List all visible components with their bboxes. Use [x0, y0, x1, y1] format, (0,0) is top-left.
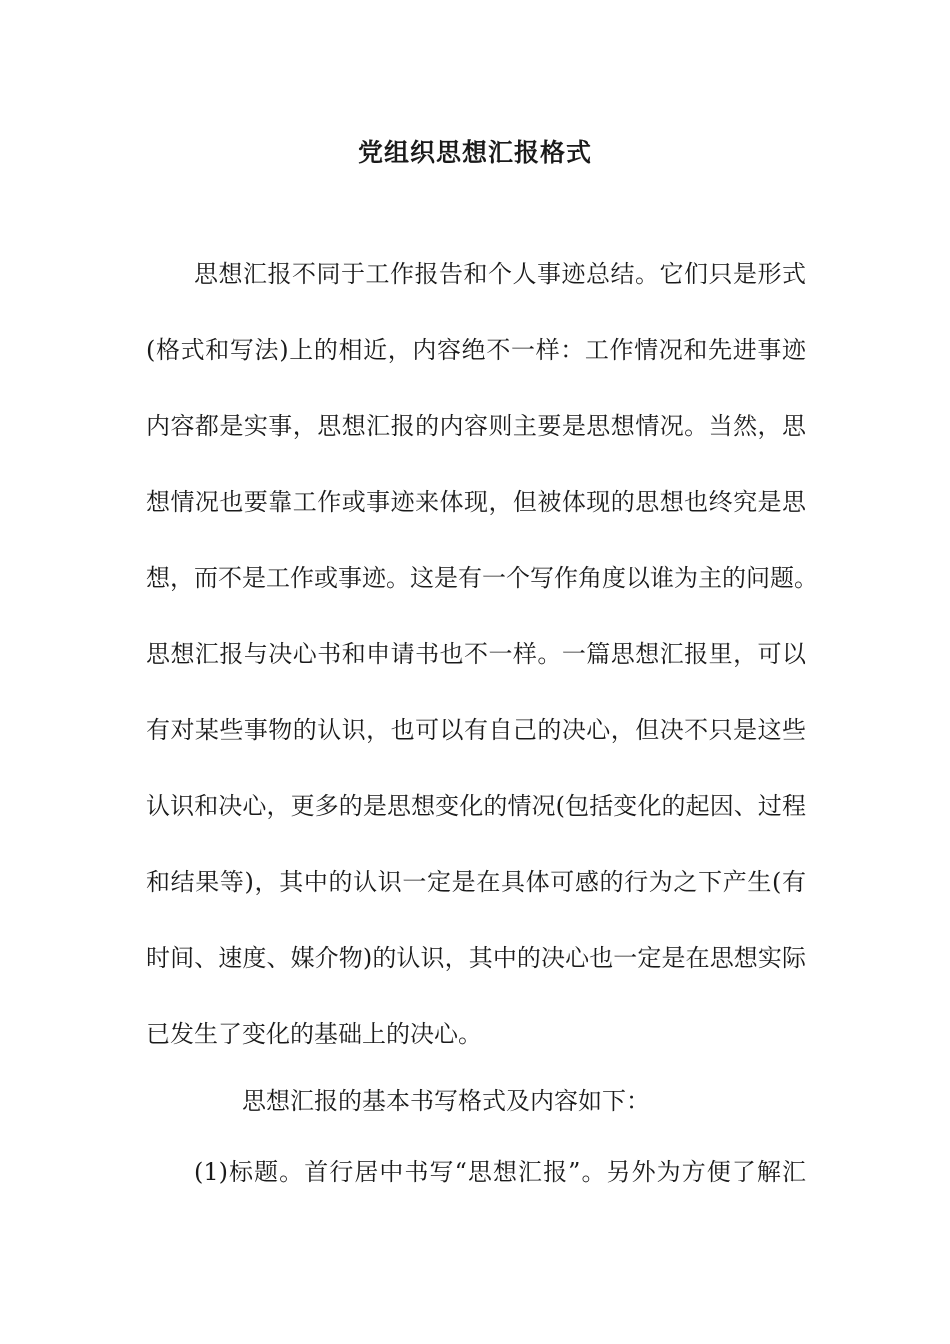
body-line: 有对某些事物的认识，也可以有自己的决心，但决不只是这些: [146, 716, 806, 744]
body-line: 思想汇报不同于工作报告和个人事迹总结。它们只是形式: [194, 260, 806, 288]
body-line: 思想汇报与决心书和申请书也不一样。一篇思想汇报里，可以: [146, 640, 806, 668]
section-intro-line: 思想汇报的基本书写格式及内容如下：: [242, 1087, 650, 1115]
body-line: 想情况也要靠工作或事迹来体现，但被体现的思想也终究是思: [146, 488, 806, 516]
body-line: 想，而不是工作或事迹。这是有一个写作角度以谁为主的问题。: [146, 564, 818, 592]
body-line: 已发生了变化的基础上的决心。: [146, 1020, 482, 1048]
body-line: 内容都是实事，思想汇报的内容则主要是思想情况。当然，思: [146, 412, 806, 440]
list-item-line: (1)标题。首行居中书写“思想汇报”。另外为方便了解汇: [194, 1158, 806, 1186]
body-line: 时间、速度、媒介物)的认识，其中的决心也一定是在思想实际: [146, 944, 806, 972]
document-title: 党组织思想汇报格式: [357, 138, 592, 167]
body-line: 和结果等)，其中的认识一定是在具体可感的行为之下产生(有: [146, 868, 806, 896]
body-line: 认识和决心，更多的是思想变化的情况(包括变化的起因、过程: [146, 792, 806, 820]
body-line: (格式和写法)上的相近，内容绝不一样：工作情况和先进事迹: [146, 336, 806, 364]
